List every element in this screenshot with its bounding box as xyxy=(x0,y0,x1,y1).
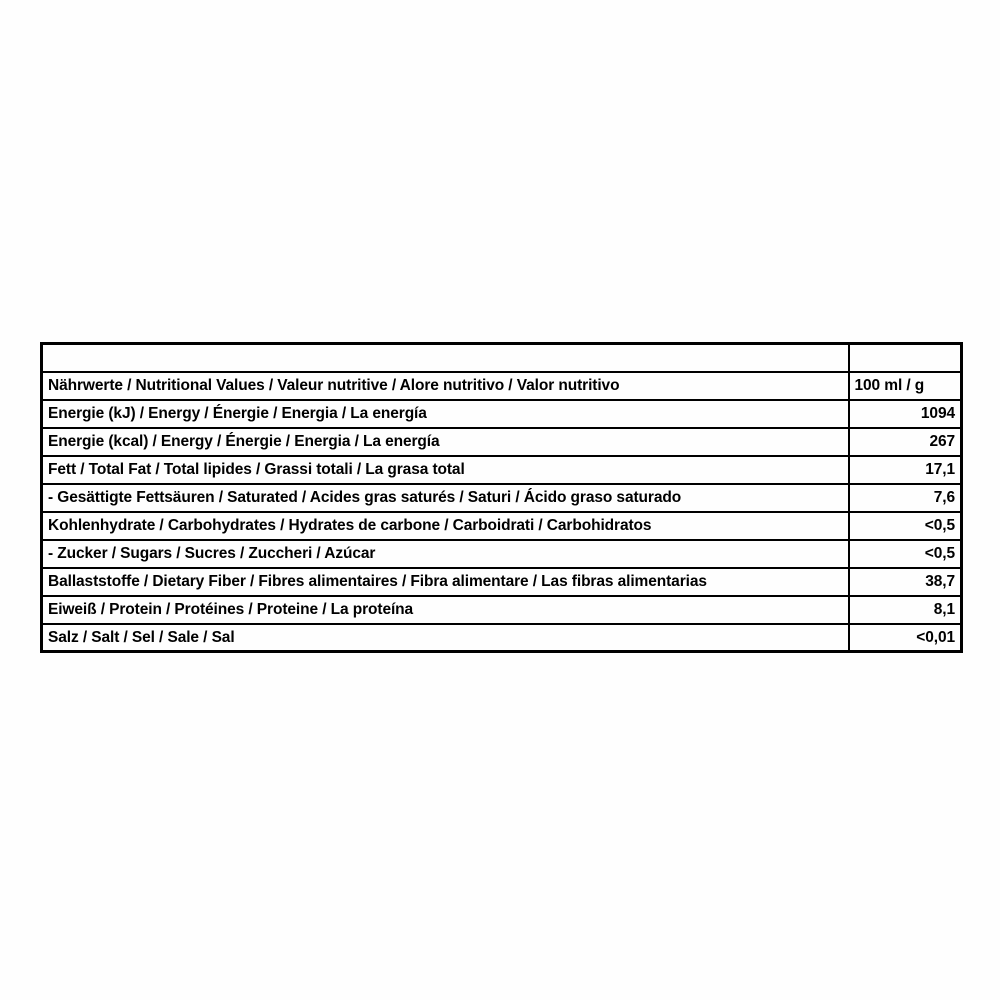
table-row-salt xyxy=(42,624,962,652)
row-value: 1094 xyxy=(849,400,962,428)
table-row-dietary-fiber xyxy=(42,568,962,596)
header-unit-cell: 100 ml / g xyxy=(849,372,962,400)
row-value: 7,6 xyxy=(849,484,962,512)
table-row-fat xyxy=(42,456,962,484)
row-value: 17,1 xyxy=(849,456,962,484)
row-label: - Gesättigte Fettsäuren / Saturated / Acides gras saturés / Saturi / Ácido graso saturado xyxy=(42,484,849,512)
table-row-carbohydrates xyxy=(42,512,962,540)
table-header-row xyxy=(42,372,962,400)
row-value: <0,5 xyxy=(849,540,962,568)
table-row-sugars xyxy=(42,540,962,568)
row-label: Energie (kcal) / Energy / Énergie / Energia / La energía xyxy=(42,428,849,456)
table-row-empty xyxy=(42,344,962,372)
empty-label-cell xyxy=(42,344,849,372)
table-row-energy-kj xyxy=(42,400,962,428)
row-value: 267 xyxy=(849,428,962,456)
row-value: <0,01 xyxy=(849,624,962,652)
nutrition-table xyxy=(40,342,963,653)
row-value: <0,5 xyxy=(849,512,962,540)
row-label: Energie (kJ) / Energy / Énergie / Energia / La energía xyxy=(42,400,849,428)
row-label: - Zucker / Sugars / Sucres / Zuccheri / Azúcar xyxy=(42,540,849,568)
row-label: Eiweiß / Protein / Protéines / Proteine / La proteína xyxy=(42,596,849,624)
row-label: Salz / Salt / Sel / Sale / Sal xyxy=(42,624,849,652)
row-label: Ballaststoffe / Dietary Fiber / Fibres alimentaires / Fibra alimentare / Las fibras alimentarias xyxy=(42,568,849,596)
table-row-protein xyxy=(42,596,962,624)
row-label: Fett / Total Fat / Total lipides / Grassi totali / La grasa total xyxy=(42,456,849,484)
table-row-saturated-fat xyxy=(42,484,962,512)
row-label: Kohlenhydrate / Carbohydrates / Hydrates de carbone / Carboidrati / Carbohidratos xyxy=(42,512,849,540)
row-value: 38,7 xyxy=(849,568,962,596)
table-row-energy-kcal xyxy=(42,428,962,456)
empty-unit-cell xyxy=(849,344,962,372)
row-value: 8,1 xyxy=(849,596,962,624)
header-label-cell: Nährwerte / Nutritional Values / Valeur nutritive / Alore nutritivo / Valor nutritivo xyxy=(42,372,849,400)
